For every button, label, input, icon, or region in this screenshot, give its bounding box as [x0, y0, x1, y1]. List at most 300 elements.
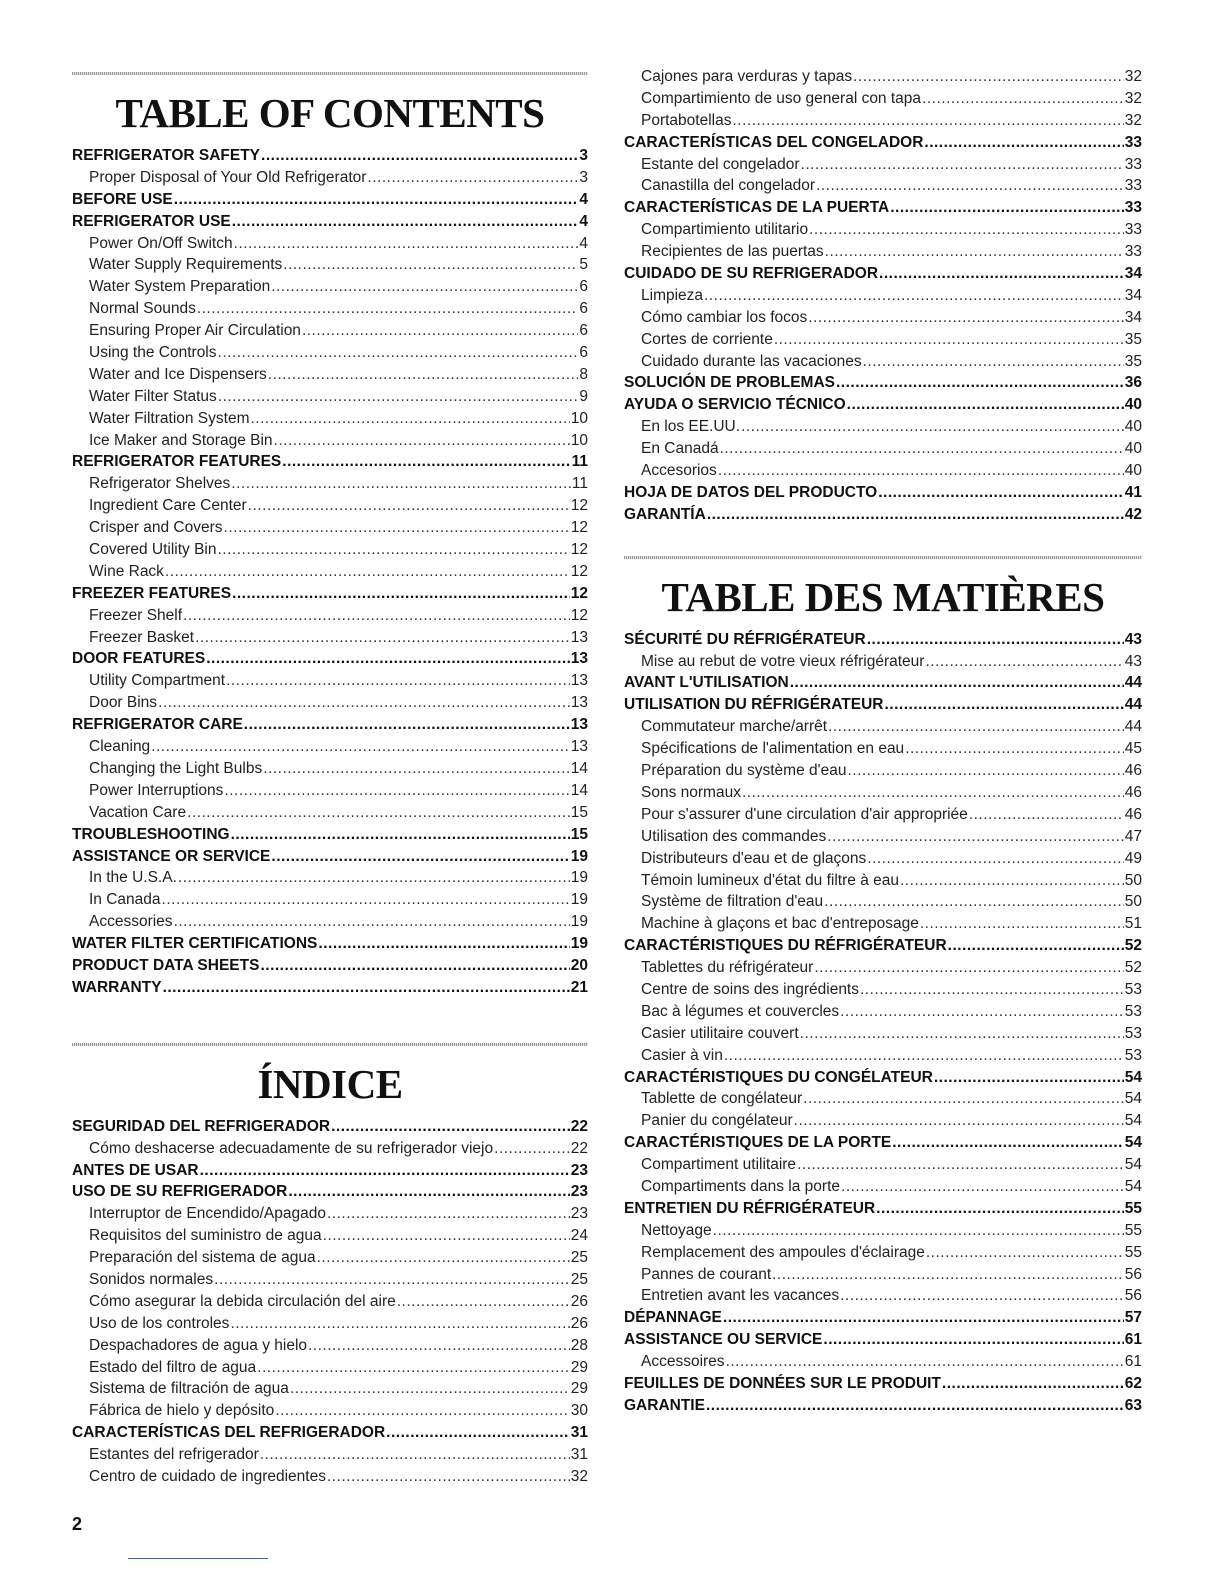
entry-title: Ice Maker and Storage Bin — [89, 431, 273, 449]
entry-title: PRODUCT DATA SHEETS — [72, 956, 260, 974]
dot-leader — [261, 145, 578, 167]
dot-leader — [218, 342, 579, 364]
entry-title: Pannes de courant — [641, 1265, 772, 1283]
entry-page-number: 46 — [1124, 805, 1142, 823]
dot-leader — [244, 714, 570, 736]
entry-title: ENTRETIEN DU RÉFRIGÉRATEUR — [624, 1199, 876, 1217]
dot-leader — [230, 1313, 569, 1335]
dot-leader — [840, 1285, 1124, 1307]
entry-page-number: 54 — [1124, 1156, 1142, 1174]
entry-page-number: 13 — [570, 650, 588, 668]
dot-leader — [248, 495, 570, 517]
toc-section-entry — [624, 629, 1142, 651]
entry-title: AVANT L'UTILISATION — [624, 674, 789, 692]
dot-leader — [275, 1400, 569, 1422]
entry-page-number: 54 — [1124, 1068, 1142, 1086]
entry-title: Utility Compartment — [89, 672, 226, 690]
entry-page-number: 32 — [1124, 111, 1142, 129]
toc-subsection-entry — [72, 408, 588, 430]
entry-title: Entretien avant les vacances — [641, 1287, 840, 1305]
dot-leader — [808, 307, 1123, 329]
toc-section-entry — [624, 1395, 1142, 1417]
dot-leader — [231, 473, 571, 495]
entry-page-number: 54 — [1124, 1112, 1142, 1130]
dot-leader — [323, 1225, 570, 1247]
entry-title: In Canada — [89, 891, 161, 909]
dot-leader — [234, 233, 579, 255]
dot-leader — [232, 211, 579, 233]
toc-subsection-entry — [624, 913, 1142, 935]
dot-leader — [800, 1023, 1124, 1045]
entry-page-number: 32 — [1124, 68, 1142, 85]
entry-title: Water System Preparation — [89, 278, 271, 296]
entry-page-number: 52 — [1124, 937, 1142, 955]
entry-page-number: 55 — [1124, 1199, 1142, 1217]
dot-leader — [386, 1422, 570, 1444]
dot-leader — [151, 736, 570, 758]
entry-page-number: 33 — [1124, 199, 1142, 217]
entry-page-number: 63 — [1124, 1396, 1142, 1414]
entry-page-number: 12 — [570, 584, 588, 602]
entry-title: Power Interruptions — [89, 781, 224, 799]
entry-title: Cómo deshacerse adecuadamente de su refrigerador viejo — [89, 1139, 494, 1157]
indice-list — [72, 1116, 588, 1488]
entry-page-number: 43 — [1124, 630, 1142, 648]
dot-leader — [158, 692, 570, 714]
dot-leader — [790, 672, 1124, 694]
entry-title: Mise au rebut de votre vieux réfrigérateur — [641, 652, 925, 670]
entry-title: Limpieza — [641, 286, 704, 304]
entry-title: FREEZER FEATURES — [72, 584, 232, 602]
dot-leader — [828, 716, 1124, 738]
matieres-list — [624, 629, 1142, 1417]
dot-leader — [794, 1110, 1124, 1132]
entry-page-number: 52 — [1124, 959, 1142, 977]
entry-title: ASSISTANCE OR SERVICE — [72, 847, 271, 865]
dot-leader — [816, 175, 1124, 197]
entry-title: Distributeurs d'eau et de glaçons — [641, 849, 867, 867]
entry-title: Wine Rack — [89, 562, 164, 580]
toc-subsection-entry — [624, 804, 1142, 826]
entry-page-number: 14 — [570, 759, 588, 777]
entry-title: Nettoyage — [641, 1221, 712, 1239]
entry-title: Préparation du système d'eau — [641, 762, 847, 780]
dot-leader — [841, 1176, 1124, 1198]
dot-leader — [720, 438, 1124, 460]
entry-page-number: 54 — [1124, 1134, 1142, 1152]
matieres-heading: TABLE DES MATIÈRES — [661, 573, 1105, 620]
dot-leader — [290, 1378, 570, 1400]
dot-leader — [260, 955, 569, 977]
toc-subsection-entry — [72, 561, 588, 583]
entry-title: Uso de los controles — [89, 1314, 230, 1332]
entry-title: Système de filtration d'eau — [641, 893, 824, 911]
toc-subsection-entry — [72, 1291, 588, 1313]
entry-title: Normal Sounds — [89, 300, 196, 318]
dot-leader — [165, 561, 570, 583]
toc-subsection-entry — [72, 342, 588, 364]
toc-subsection-entry — [72, 867, 588, 889]
entry-page-number: 13 — [570, 738, 588, 756]
entry-page-number: 4 — [579, 212, 588, 230]
dot-leader — [183, 605, 570, 627]
toc-subsection-entry — [624, 848, 1142, 870]
toc-section-entry — [72, 1422, 588, 1444]
dot-leader — [920, 913, 1124, 935]
entry-page-number: 23 — [570, 1161, 588, 1179]
entry-page-number: 33 — [1124, 177, 1142, 195]
dot-leader — [197, 298, 579, 320]
dot-leader — [718, 460, 1124, 482]
entry-title: BEFORE USE — [72, 190, 173, 208]
entry-page-number: 20 — [570, 956, 588, 974]
dot-leader — [741, 416, 1124, 438]
toc-subsection-entry — [72, 911, 588, 933]
entry-title: Sons normaux — [641, 783, 741, 801]
entry-page-number: 55 — [1124, 1221, 1142, 1239]
dot-leader — [282, 451, 570, 473]
toc-section-entry — [624, 1067, 1142, 1089]
dot-leader — [809, 219, 1124, 241]
entry-page-number: 26 — [570, 1314, 588, 1332]
entry-page-number: 3 — [579, 168, 588, 186]
entry-page-number: 31 — [570, 1424, 588, 1442]
toc-subsection-entry — [624, 826, 1142, 848]
entry-page-number: 19 — [570, 847, 588, 865]
entry-title: Canastilla del congelador — [641, 177, 816, 195]
toc-subsection-entry — [72, 364, 588, 386]
dot-leader — [187, 802, 570, 824]
dot-leader — [271, 276, 578, 298]
dot-leader — [271, 846, 569, 868]
entry-title: Preparación del sistema de agua — [89, 1249, 316, 1267]
entry-title: Casier à vin — [641, 1046, 723, 1064]
toc-subsection-entry — [72, 692, 588, 714]
entry-title: Cómo asegurar la debida circulación del aire — [89, 1292, 396, 1310]
entry-page-number: 21 — [570, 978, 588, 996]
dot-leader — [772, 1264, 1124, 1286]
dot-leader — [884, 694, 1123, 716]
dot-leader — [713, 1220, 1124, 1242]
entry-page-number: 19 — [570, 869, 588, 887]
toc-heading: TABLE OF CONTENTS — [115, 90, 545, 136]
toc-subsection-entry — [72, 1203, 588, 1225]
toc-section-entry — [72, 977, 588, 999]
toc-subsection-entry — [72, 889, 588, 911]
dot-leader — [260, 1444, 570, 1466]
entry-title: Casier utilitaire couvert — [641, 1024, 799, 1042]
dot-leader — [840, 1001, 1124, 1023]
entry-page-number: 19 — [570, 891, 588, 909]
toc-section-entry — [624, 1373, 1142, 1395]
toc-section-entry — [624, 372, 1142, 394]
entry-title: CARACTERÍSTICAS DEL REFRIGERADOR — [72, 1424, 386, 1442]
entry-page-number: 56 — [1124, 1287, 1142, 1305]
entry-title: ANTES DE USAR — [72, 1161, 199, 1179]
dot-leader — [195, 627, 570, 649]
toc-subsection-entry — [624, 351, 1142, 373]
dot-leader — [867, 848, 1123, 870]
toc-subsection-entry — [72, 320, 588, 342]
dot-leader — [934, 1067, 1124, 1089]
entry-title: In the U.S.A. — [89, 869, 177, 887]
dot-leader — [706, 1395, 1124, 1417]
entry-title: Centro de cuidado de ingredientes — [89, 1467, 326, 1485]
entry-page-number: 45 — [1124, 740, 1142, 758]
dot-leader — [494, 1138, 570, 1160]
toc-subsection-entry — [624, 329, 1142, 351]
entry-page-number: 44 — [1124, 674, 1142, 692]
toc-subsection-entry — [624, 1264, 1142, 1286]
dot-leader — [331, 1116, 570, 1138]
dot-leader — [732, 110, 1123, 132]
entry-title: REFRIGERATOR SAFETY — [72, 147, 261, 164]
entry-title: TROUBLESHOOTING — [72, 825, 230, 843]
toc-section-entry — [624, 1307, 1142, 1329]
entry-page-number: 62 — [1124, 1374, 1142, 1392]
entry-page-number: 9 — [579, 387, 588, 405]
entry-title: En los EE.UU. — [641, 418, 741, 436]
toc-section-entry — [624, 672, 1142, 694]
entry-title: REFRIGERATOR USE — [72, 212, 231, 230]
divider-rule — [72, 72, 588, 75]
entry-title: Covered Utility Bin — [89, 541, 217, 559]
dot-leader — [162, 889, 570, 911]
toc-subsection-entry — [72, 627, 588, 649]
toc-subsection-entry — [624, 1088, 1142, 1110]
toc-subsection-entry — [624, 285, 1142, 307]
dot-leader — [890, 197, 1124, 219]
toc-subsection-entry — [624, 175, 1142, 197]
entry-title: Pour s'assurer d'une circulation d'air appropriée — [641, 805, 968, 823]
divider-rule — [72, 1043, 588, 1046]
dot-leader — [218, 386, 579, 408]
toc-section-entry — [624, 394, 1142, 416]
toc-subsection-entry — [624, 66, 1142, 88]
entry-page-number: 15 — [570, 825, 588, 843]
entry-page-number: 46 — [1124, 762, 1142, 780]
entry-page-number: 61 — [1124, 1353, 1142, 1371]
dot-leader — [879, 263, 1124, 285]
entry-title: Water and Ice Dispensers — [89, 365, 267, 383]
dot-leader — [824, 891, 1124, 913]
entry-page-number: 10 — [570, 409, 588, 427]
entry-title: Crisper and Covers — [89, 519, 223, 537]
dot-leader — [268, 364, 579, 386]
toc-subsection-entry — [624, 88, 1142, 110]
toc-subsection-entry — [624, 1285, 1142, 1307]
entry-title: Vacation Care — [89, 803, 187, 821]
toc-subsection-entry — [72, 758, 588, 780]
entry-page-number: 50 — [1124, 871, 1142, 889]
dot-leader — [707, 504, 1124, 526]
toc-section-entry — [72, 1160, 588, 1182]
dot-leader — [704, 285, 1124, 307]
dot-leader — [926, 1242, 1124, 1264]
dot-leader — [174, 911, 570, 933]
entry-page-number: 46 — [1124, 783, 1142, 801]
entry-page-number: 4 — [579, 190, 588, 208]
dot-leader — [922, 88, 1124, 110]
toc-subsection-entry — [72, 386, 588, 408]
toc-subsection-entry — [72, 1313, 588, 1335]
entry-title: Sonidos normales — [89, 1270, 214, 1288]
entry-page-number: 23 — [570, 1205, 588, 1223]
toc-section-entry — [624, 197, 1142, 219]
entry-page-number: 54 — [1124, 1177, 1142, 1195]
dot-leader — [327, 1203, 570, 1225]
left-column — [72, 0, 588, 1488]
entry-title: DÉPANNAGE — [624, 1309, 722, 1327]
dot-leader — [797, 1154, 1124, 1176]
toc-subsection-entry — [624, 651, 1142, 673]
toc-subsection-entry — [72, 1335, 588, 1357]
entry-page-number: 49 — [1124, 849, 1142, 867]
toc-subsection-entry — [624, 1220, 1142, 1242]
entry-page-number: 23 — [570, 1183, 588, 1201]
dot-leader — [174, 189, 579, 211]
entry-page-number: 35 — [1124, 330, 1142, 348]
entry-title: Changing the Light Bulbs — [89, 759, 263, 777]
entry-page-number: 54 — [1124, 1090, 1142, 1108]
entry-page-number: 51 — [1124, 915, 1142, 933]
dot-leader — [318, 933, 569, 955]
dot-leader — [302, 320, 578, 342]
entry-title: Power On/Off Switch — [89, 234, 233, 252]
entry-title: UTILISATION DU RÉFRIGÉRATEUR — [624, 696, 884, 714]
dot-leader — [900, 870, 1124, 892]
entry-page-number: 33 — [1124, 221, 1142, 239]
entry-title: Tablettes du réfrigérateur — [641, 959, 814, 977]
entry-title: USO DE SU REFRIGERADOR — [72, 1183, 288, 1201]
dot-leader — [969, 804, 1124, 826]
entry-title: Utilisation des commandes — [641, 827, 827, 845]
toc-subsection-entry — [624, 738, 1142, 760]
entry-title: Cómo cambiar los focos — [641, 308, 808, 326]
entry-page-number: 24 — [570, 1227, 588, 1245]
dot-leader — [327, 1466, 570, 1488]
entry-title: AYUDA O SERVICIO TÉCNICO — [624, 396, 846, 414]
entry-page-number: 47 — [1124, 827, 1142, 845]
dot-leader — [283, 254, 578, 276]
dot-leader — [905, 738, 1124, 760]
entry-page-number: 33 — [1124, 243, 1142, 261]
entry-title: Cleaning — [89, 738, 151, 756]
dot-leader — [847, 760, 1123, 782]
toc-subsection-entry — [624, 870, 1142, 892]
entry-title: Estantes del refrigerador — [89, 1446, 259, 1464]
entry-page-number: 53 — [1124, 980, 1142, 998]
entry-page-number: 57 — [1124, 1309, 1142, 1327]
toc-subsection-entry — [72, 233, 588, 255]
entry-title: Accesorios — [641, 462, 717, 480]
dot-leader — [308, 1335, 570, 1357]
toc-subsection-entry — [72, 780, 588, 802]
entry-page-number: 32 — [570, 1467, 588, 1485]
divider-rule — [624, 556, 1142, 559]
entry-page-number: 13 — [570, 628, 588, 646]
entry-title: CUIDADO DE SU REFRIGERADOR — [624, 265, 879, 283]
toc-section-entry — [72, 145, 588, 167]
entry-title: Fábrica de hielo y depósito — [89, 1402, 275, 1420]
entry-title: Centre de soins des ingrédients — [641, 980, 859, 998]
entry-page-number: 50 — [1124, 893, 1142, 911]
entry-title: Freezer Shelf — [89, 606, 183, 624]
dot-leader — [723, 1307, 1124, 1329]
entry-page-number: 25 — [570, 1270, 588, 1288]
entry-title: CARACTÉRISTIQUES DU RÉFRIGÉRATEUR — [624, 937, 947, 955]
entry-title: Sistema de filtración de agua — [89, 1380, 289, 1398]
toc-section-entry — [624, 504, 1142, 526]
toc-subsection-entry — [72, 473, 588, 495]
dot-leader — [836, 372, 1124, 394]
toc-section-entry — [72, 189, 588, 211]
dot-leader — [218, 539, 570, 561]
entry-title: GARANTIE — [624, 1396, 705, 1414]
entry-page-number: 11 — [571, 453, 588, 471]
dot-leader — [863, 351, 1124, 373]
dot-leader — [847, 394, 1124, 416]
toc-subsection-entry — [72, 298, 588, 320]
entry-title: Estado del filtro de agua — [89, 1358, 257, 1376]
toc-subsection-entry — [72, 254, 588, 276]
toc-subsection-entry — [624, 110, 1142, 132]
dot-leader — [892, 1132, 1124, 1154]
entry-title: REFRIGERATOR FEATURES — [72, 453, 282, 471]
dot-leader — [948, 935, 1124, 957]
dot-leader — [367, 167, 578, 189]
entry-title: CARACTERÍSTICAS DE LA PUERTA — [624, 199, 890, 217]
entry-page-number: 15 — [570, 803, 588, 821]
dot-leader — [876, 1198, 1124, 1220]
dot-leader — [178, 867, 570, 889]
dot-leader — [860, 979, 1124, 1001]
entry-title: Accessories — [89, 913, 173, 931]
toc-subsection-entry — [72, 276, 588, 298]
dot-leader — [263, 758, 570, 780]
dot-leader — [827, 826, 1124, 848]
toc-subsection-entry — [72, 167, 588, 189]
entry-page-number: 31 — [570, 1446, 588, 1464]
entry-page-number: 42 — [1124, 505, 1142, 523]
entry-page-number: 28 — [570, 1336, 588, 1354]
toc-subsection-entry — [72, 1225, 588, 1247]
toc-section-entry — [624, 1132, 1142, 1154]
toc-subsection-entry — [72, 736, 588, 758]
dot-leader — [942, 1373, 1124, 1395]
entry-page-number: 4 — [579, 234, 588, 252]
entry-page-number: 6 — [579, 344, 588, 362]
entry-title: Cortes de corriente — [641, 330, 773, 348]
toc-section-entry — [72, 824, 588, 846]
entry-title: Using the Controls — [89, 344, 217, 362]
entry-page-number: 53 — [1124, 1046, 1142, 1064]
entry-page-number: 6 — [579, 300, 588, 318]
entry-title: SEGURIDAD DEL REFRIGERADOR — [72, 1117, 331, 1135]
toc-subsection-entry — [624, 1110, 1142, 1132]
toc-subsection-entry — [72, 430, 588, 452]
entry-page-number: 41 — [1124, 483, 1142, 501]
toc-subsection-entry — [72, 1247, 588, 1269]
entry-title: DOOR FEATURES — [72, 650, 206, 668]
entry-page-number: 13 — [570, 716, 588, 734]
entry-page-number: 13 — [570, 672, 588, 690]
dot-leader — [317, 1247, 570, 1269]
entry-page-number: 22 — [570, 1117, 588, 1135]
entry-title: Ensuring Proper Air Circulation — [89, 322, 301, 340]
toc-section-entry — [624, 482, 1142, 504]
entry-page-number: 19 — [570, 913, 588, 931]
